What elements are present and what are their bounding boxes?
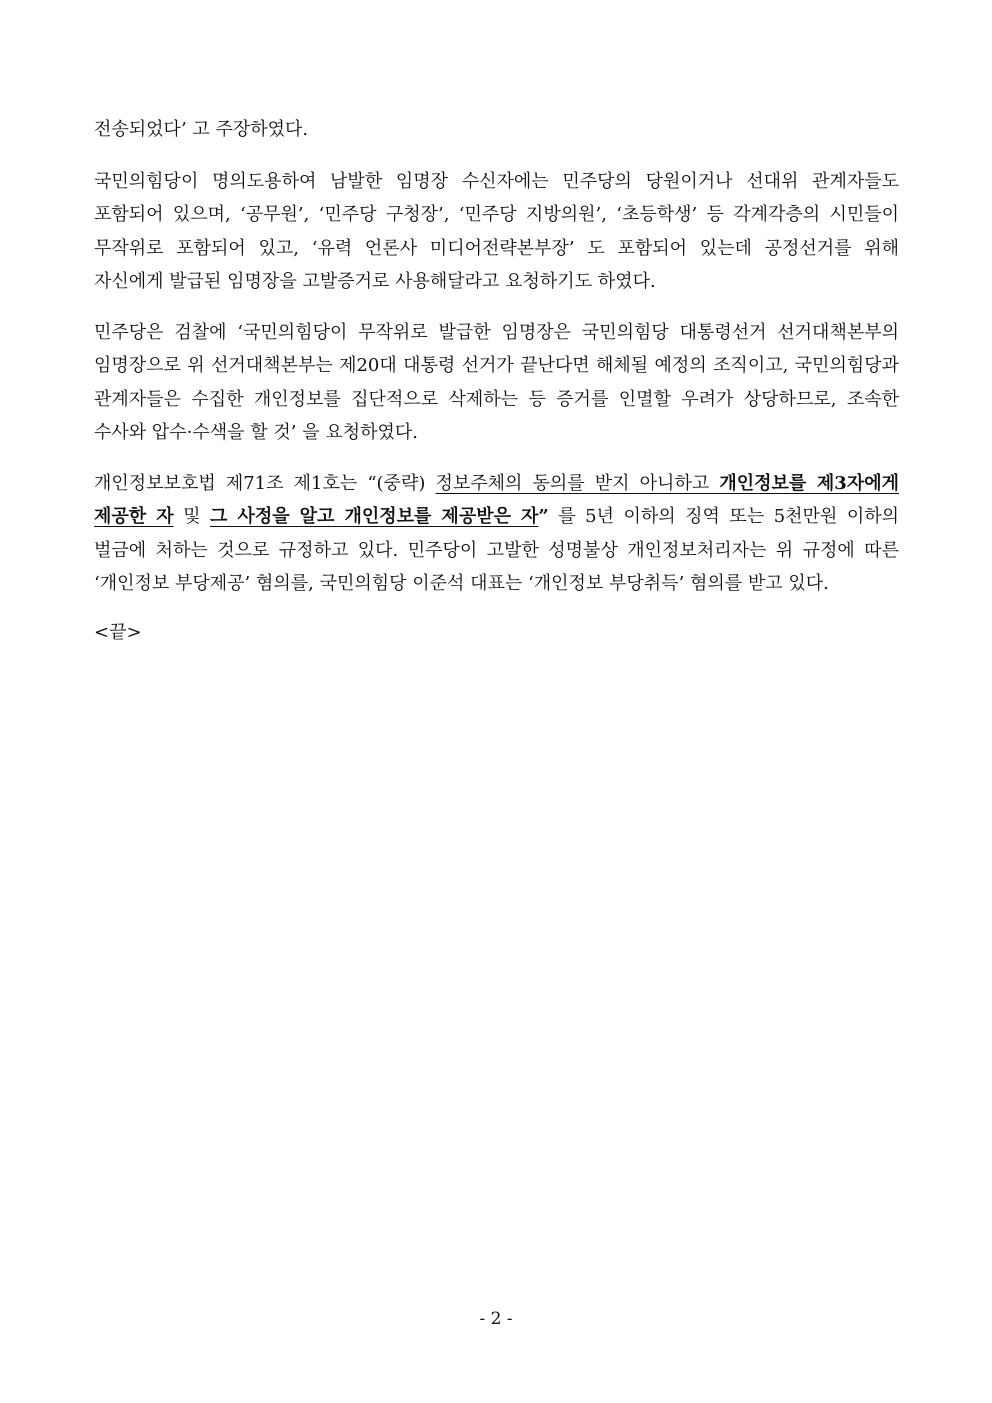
law-conjunction: 및: [173, 506, 210, 527]
law-close-quote: ”: [538, 506, 549, 527]
law-penalty-text: 를 5년 이하의 징역 또는 5천만원 이하의 벌금에 처하는 것으로 규정하고 있다. 민주당이 고발한 성명불상 개인정보처리자는 위 규정에 따른 ‘개인정보 부당제공’ 혐의를, 국민의힘당 이준석 대표는 ‘개인정보 부당취득’ 혐의를 받고 있다.: [94, 506, 899, 594]
law-intro-text: 개인정보보호법 제71조 제1호는 “(중략): [94, 472, 436, 494]
law-consent-clause: 정보주체의 동의를 받지 아니하고: [435, 472, 720, 494]
document-body: [94, 113, 899, 648]
page-number: - 2 -: [479, 1309, 513, 1329]
end-mark: <끝>: [94, 621, 142, 643]
paragraph-appointment-recipients: 국민의힘당이 명의도용하여 남발한 임명장 수신자에는 민주당의 당원이거나 선대위 관계자들도 포함되어 있으며, ‘공무원’, ‘민주당 구청장’, ‘민주당 지방의원’, ‘초등학생’ 등 각계각층의 시민들이 무작위로 포함되어 있고, ‘유력 언론사 미디어전략본부장’ 도 포함되어 있는데 공정선거를 위해 자신에게 발급된 임명장을 고발증거로 사용해달라고 요청하기도 하였다.: [94, 170, 899, 292]
paragraph-privacy-law: [94, 467, 899, 601]
paragraph-continuation: 전송되었다’ 고 주장하였다.: [94, 119, 309, 140]
law-recipient-clause: 그 사정을 알고 개인정보를 제공받은 자: [210, 506, 539, 527]
paragraph-prosecution-request: 민주당은 검찰에 ‘국민의힘당이 무작위로 발급한 임명장은 국민의힘당 대통령선거 선거대책본부의 임명장으로 위 선거대책본부는 제20대 대통령 선거가 끝난다면 해체될 예정의 조직이고, 국민의힘당과 관계자들은 수집한 개인정보를 집단적으로 삭제하는 등 증거를 인멸할 우려가 상당하므로, 조속한 수사와 압수·수색을 할 것’ 을 요청하였다.: [94, 321, 899, 443]
law-provider-clause: 개인정보를 제3자에게 제공한 자: [94, 472, 899, 527]
